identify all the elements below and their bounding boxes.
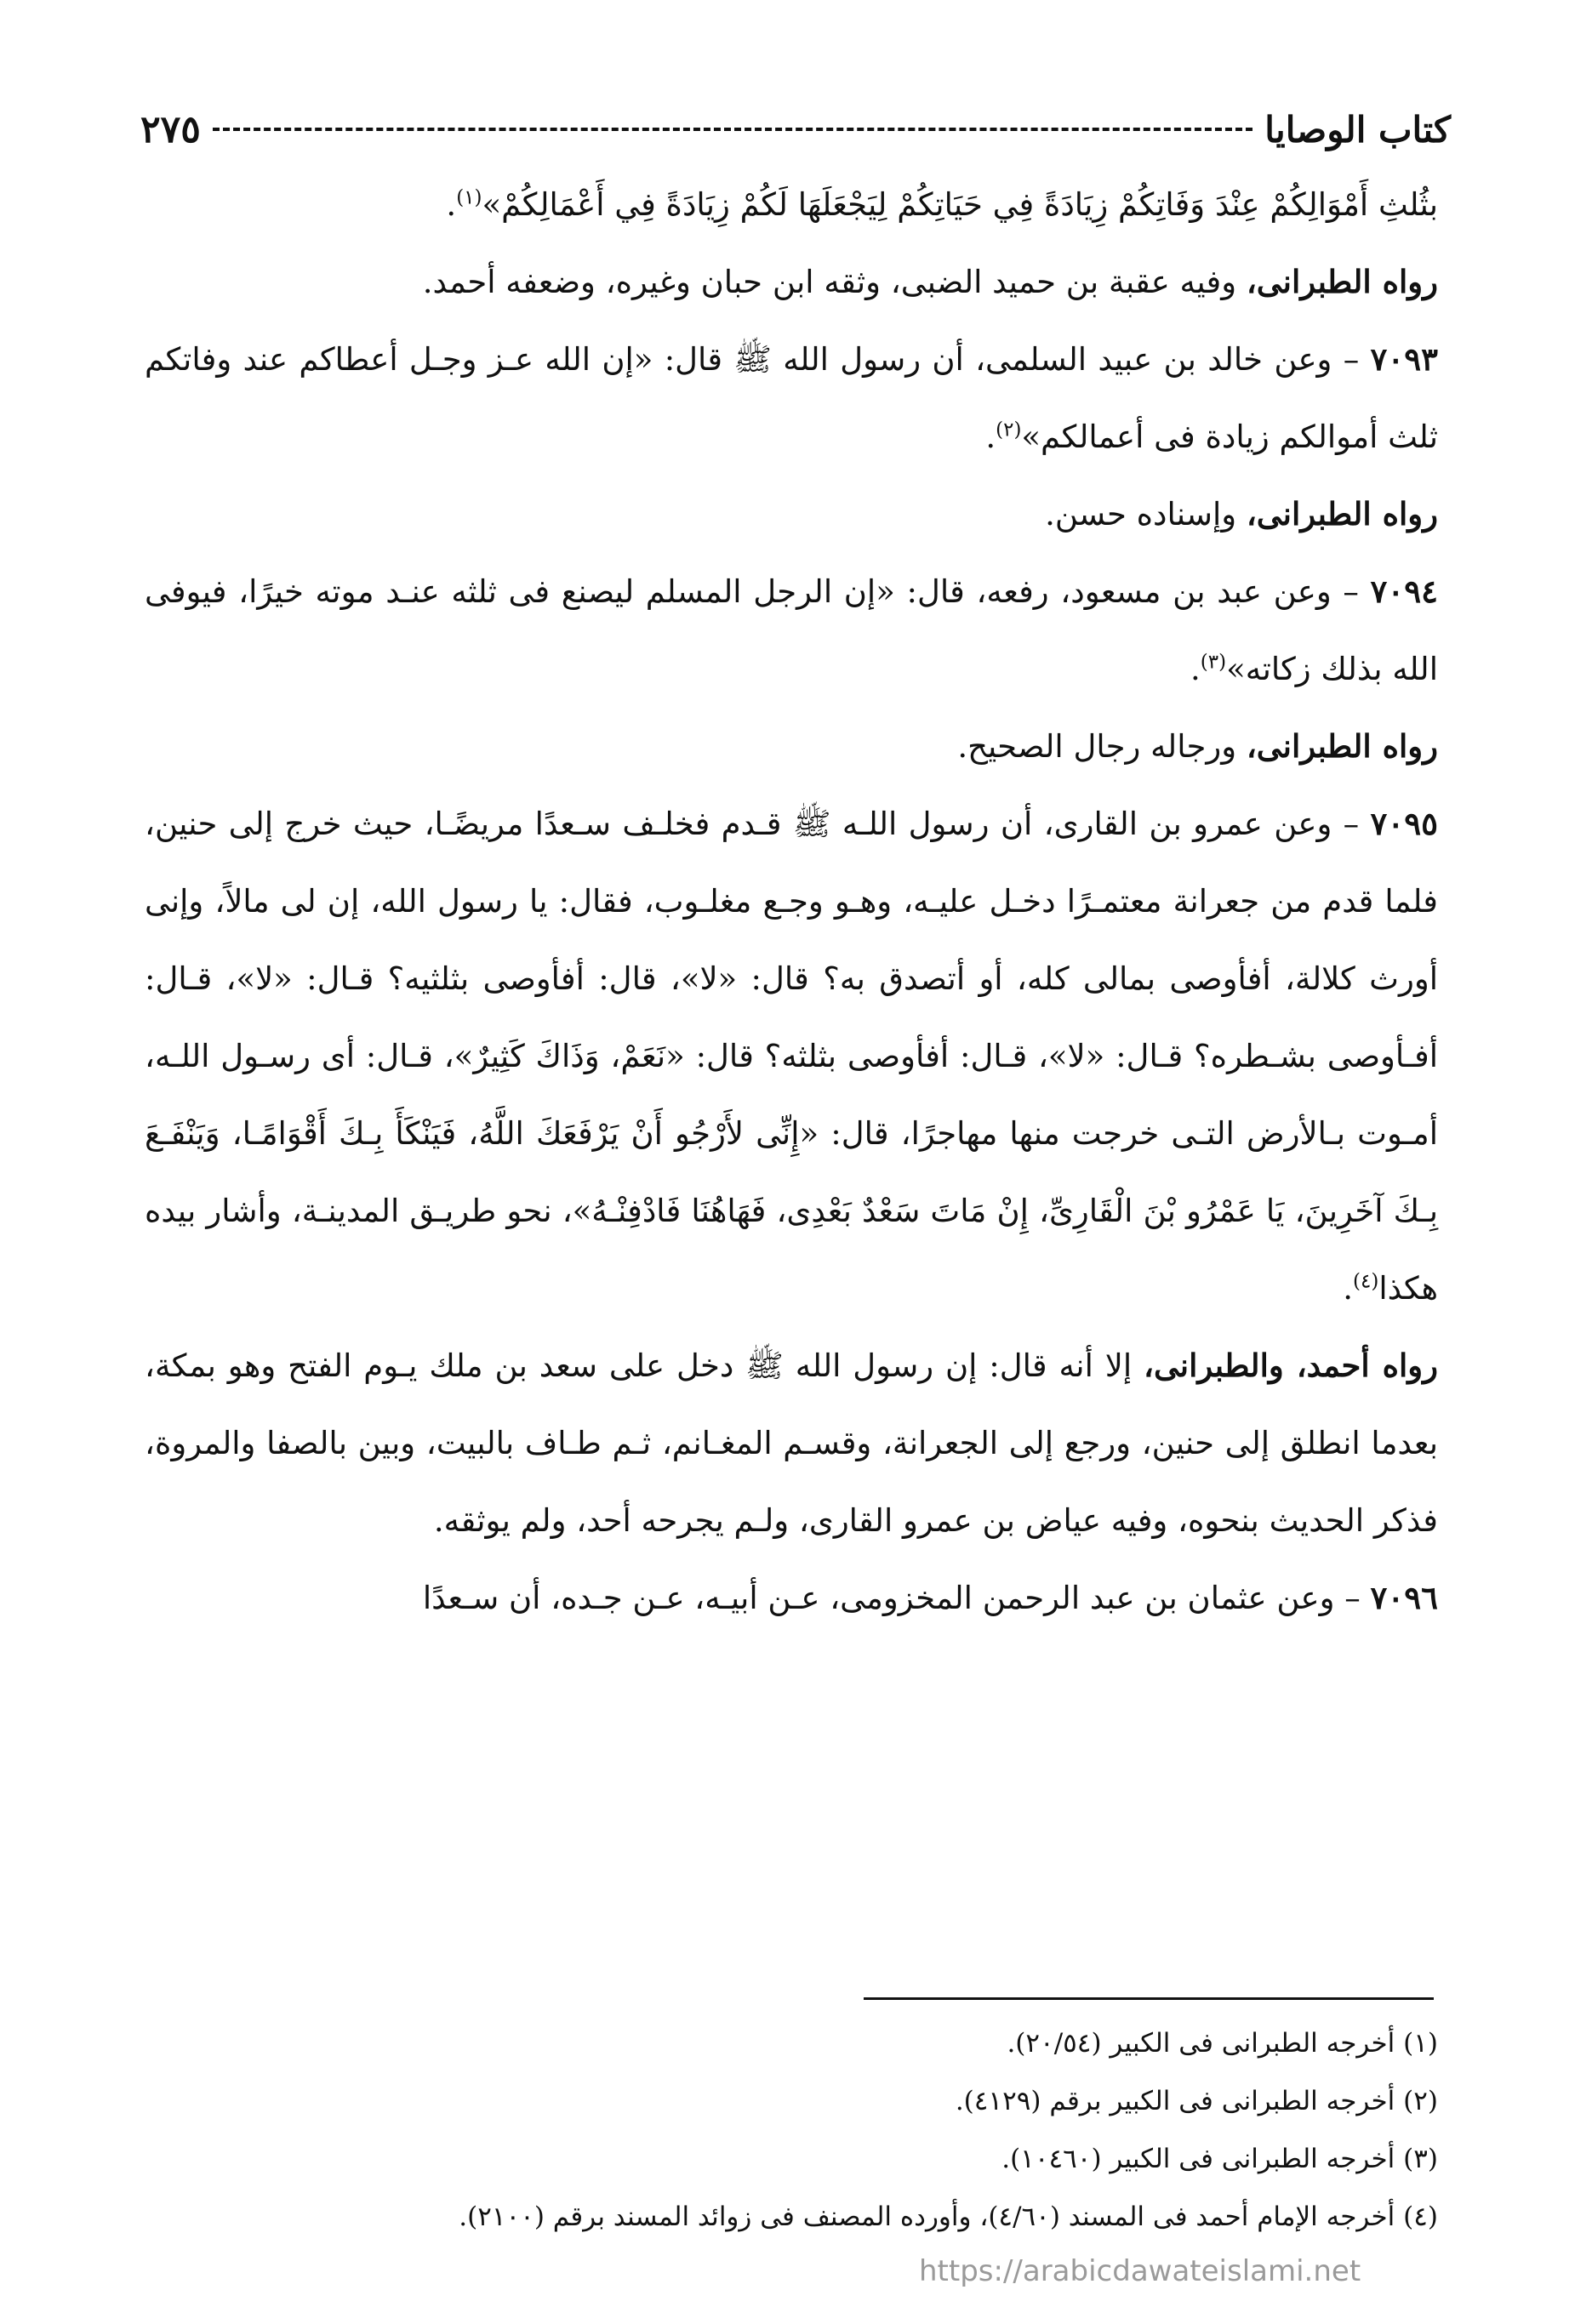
watermark-url: https://arabicdawateislami.net (919, 2254, 1361, 2288)
paragraph-continuation: بثُلثِ أَمْوَالِكُمْ عِنْدَ وَفَاتِكُمْ زِيَادَةً فِي حَيَاتِكُمْ لِيَجْعَلَهَا لَكُمْ زِيَادَةً فِي أَعْمَالِكُمْ»$^{(١)}$. (446, 186, 1438, 223)
main-text (145, 166, 1438, 1637)
page-number: ٢٧٥ (140, 107, 201, 151)
header-dash-line (213, 128, 1252, 131)
footnote-3: (٣) أخرجه الطبرانى فى الكبير (١٠٤٦٠). (1001, 2144, 1438, 2174)
hadith-number: ٧٠٩٥ (1370, 805, 1438, 842)
narration-note: رواه الطبرانى، وإسناده حسن. (1045, 495, 1438, 533)
running-header (140, 95, 1451, 163)
footnotes (145, 2014, 1438, 2246)
narration-note: رواه أحمد، والطبرانى، إلا أنه قال: إن رسول الله ﷺ دخل على سعد بن ملك يـوم الفتح وهو بمكة، بعدما انطلق إلى حنين، ورجع إلى الجعرانة، وقسـم المغـانم، ثـم طـاف بالبيت، وبين بالصفا والمروة، فذكر الحديث بنحوه، وفيه عياض بن عمرو القارى، ولـم يجرحه أحد، ولم يوثقه. (145, 1347, 1438, 1539)
footnote-divider (864, 1997, 1434, 2000)
narration-note: رواه الطبرانى، ورجاله رجال الصحيح. (957, 727, 1438, 765)
source-lead: رواه الطبرانى، (1246, 495, 1438, 533)
footnote-2: (٢) أخرجه الطبرانى فى الكبير برقم (٤١٢٩). (955, 2086, 1438, 2116)
hadith-7093: ٧٠٩٣ – وعن خالد بن عبيد السلمى، أن رسول الله ﷺ قال: «إن الله عـز وجـل أعطاكم عند وفاتكم ثلث أموالكم زيادة فى أعمالكم»$^{(٢)}$. (145, 340, 1438, 455)
footnote-ref: (١) (456, 186, 482, 209)
hadith-number: ٧٠٩٦ (1370, 1579, 1438, 1616)
narration-note: رواه الطبرانى، وفيه عقبة بن حميد الضبى، وثقه ابن حبان وغيره، وضعفه أحمد. (422, 263, 1438, 300)
source-lead: رواه أحمد، والطبرانى، (1144, 1347, 1438, 1384)
source-lead: رواه الطبرانى، (1246, 263, 1438, 300)
source-lead: رواه الطبرانى، (1246, 727, 1438, 765)
hadith-7096: ٧٠٩٦ – وعن عثمان بن عبد الرحمن المخزومى، عـن أبيـه، عـن جـده، أن سـعدًا (422, 1579, 1438, 1616)
footnote-ref: (٤) (1353, 1270, 1379, 1293)
hadith-number: ٧٠٩٣ (1370, 340, 1438, 378)
footnote-ref: (٢) (996, 419, 1022, 441)
hadith-7095: ٧٠٩٥ – وعن عمرو بن القارى، أن رسول اللـه ﷺ قـدم فخلـف سـعدًا مريضًـا، حيث خرج إلى حنين، فلما قدم من جعرانة معتمـرًا دخـل عليـه، وهـو وجـع مغلـوب، فقال: يا رسول الله، إن لى مالاً، وإنى أورث كلالة، أفأوصى بمالى كله، أو أتصدق به؟ قال: «لا»، قال: أفأوصى بثلثيه؟ قـال: «لا»، قـال: أفـأوصى بشـطره؟ قـال: «لا»، قـال: أفأوصى بثلثه؟ قال: «نَعَمْ، وَذَاكَ كَثِيرٌ»، قـال: أى رسـول اللـه، أمـوت بـالأرض التـى خرجت منها مهاجرًا، قال: «إِنِّى لأَرْجُو أَنْ يَرْفَعَكَ اللَّهُ، فَيَنْكَأَ بِـكَ أَقْوَامًـا، وَيَنْفَـعَ بِـكَ آخَرِينَ، يَا عَمْرُو بْنَ الْقَارِىِّ، إِنْ مَاتَ سَعْدٌ بَعْدِى، فَهَاهُنَا فَادْفِنْـهُ»، نحو طريـق المدينـة، وأشار بيده هكذا$^{(٤)}$. (145, 805, 1438, 1307)
hadith-number: ٧٠٩٤ (1370, 572, 1438, 610)
footnote-1: (١) أخرجه الطبرانى فى الكبير (٢٠/٥٤). (1007, 2028, 1438, 2059)
footnote-ref: (٣) (1200, 651, 1227, 674)
footnote-4: (٤) أخرجه الإمام أحمد فى المسند (٤/٦٠)، وأورده المصنف فى زوائد المسند برقم (٢١٠٠). (459, 2202, 1438, 2232)
book-title: كتاب الوصايا (1264, 108, 1451, 151)
hadith-7094: ٧٠٩٤ – وعن عبد بن مسعود، رفعه، قال: «إن الرجل المسلم ليصنع فى ثلثه عنـد موته خيرًا، فيوفى الله بذلك زكاته»$^{(٣)}$. (145, 572, 1438, 687)
